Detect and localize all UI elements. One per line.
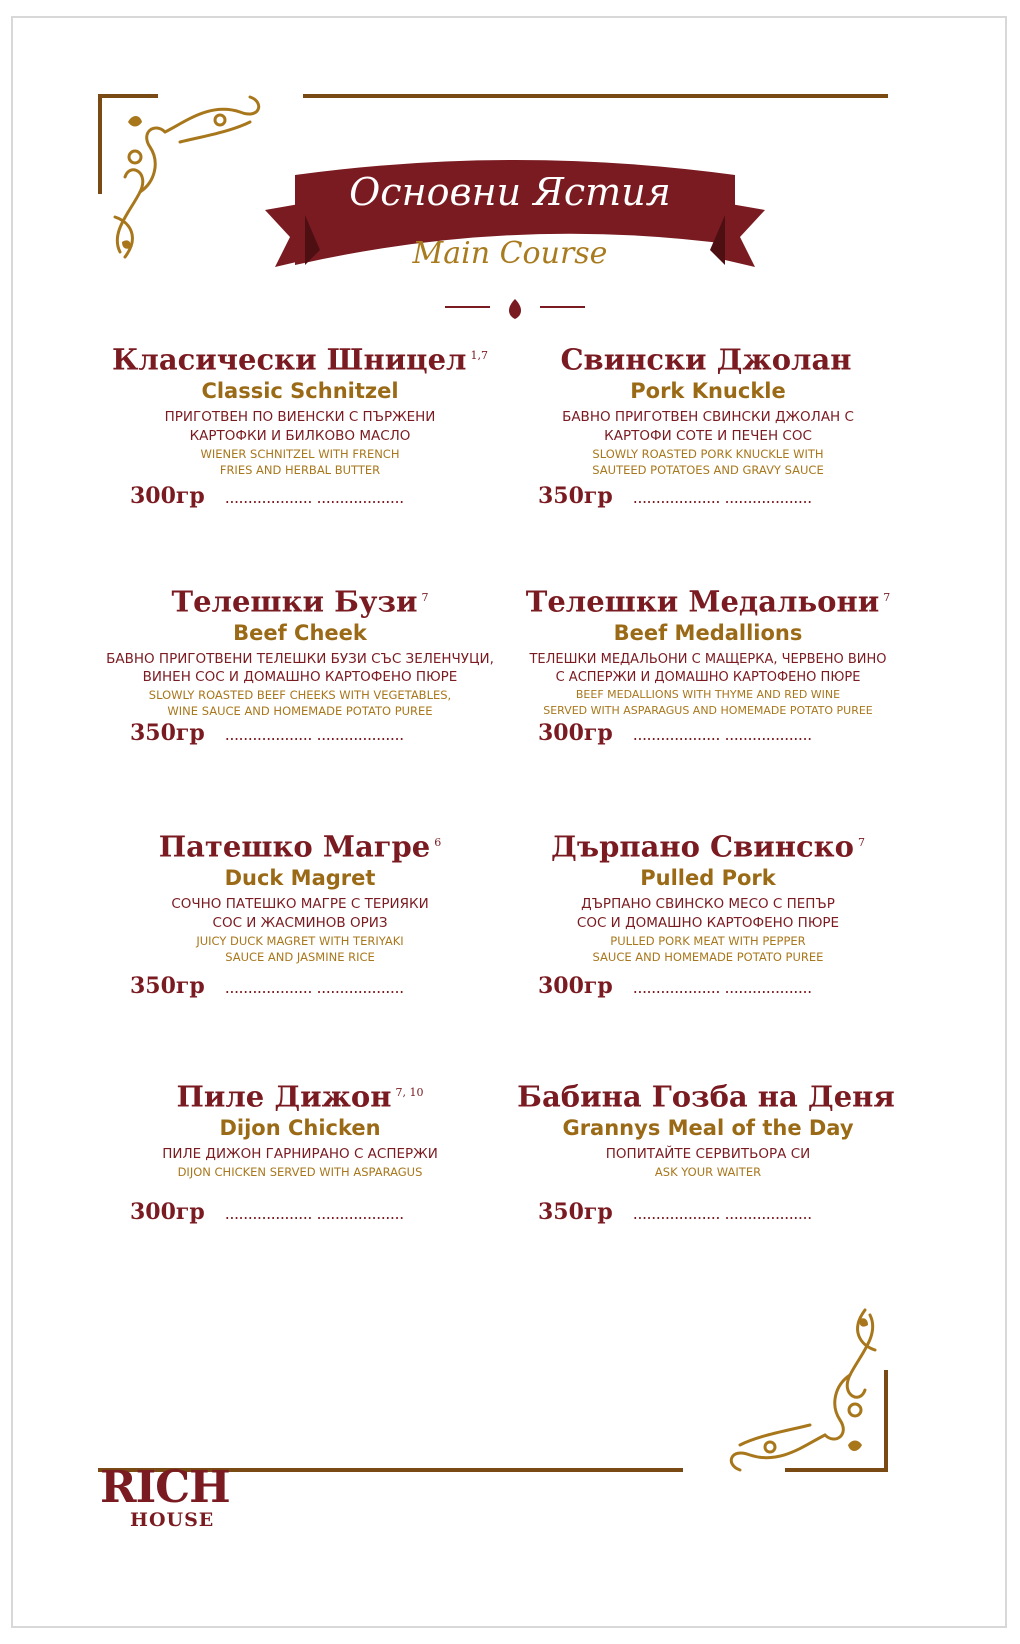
dish-weight: 350гр [130, 720, 205, 746]
dish-desc-bg: ВИНЕН СОС И ДОМАШНО КАРТОФЕНО ПЮРЕ [142, 668, 458, 685]
menu-item [80, 338, 520, 478]
dish-weight: 300гр [130, 1199, 205, 1225]
dish-desc-bg: ДЪРПАНО СВИНСКО МЕСО С ПЕПЪР [581, 895, 835, 912]
price-dots: ................... ................... [224, 488, 404, 507]
allergen-codes: 7 [857, 836, 865, 849]
dish-name-bg: Класически Шницел $^{1,7}$ [112, 342, 488, 377]
price-row [538, 973, 812, 999]
dish-desc-bg: С АСПЕРЖИ И ДОМАШНО КАРТОФЕНО ПЮРЕ [555, 669, 861, 685]
dish-desc-en: DIJON CHICKEN SERVED WITH ASPARAGUS [177, 1164, 423, 1179]
price-dots: ................... ................... [224, 725, 404, 744]
dish-name-bg: Патешко Магре $^6$ [158, 829, 442, 864]
dish-weight: 300гр [130, 483, 205, 509]
dish-name-en: Grannys Meal of the Day [562, 1115, 854, 1140]
price-row [538, 483, 812, 509]
leaf-divider-icon [445, 297, 585, 321]
dish-desc-bg: КАРТОФИ СОТЕ И ПЕЧЕН СОС [604, 427, 812, 444]
allergen-codes: 7 [883, 591, 891, 604]
dish-desc-en: JUICY DUCK MAGRET WITH TERIYAKI [196, 933, 404, 948]
menu-item [80, 825, 520, 965]
dish-desc-bg: ПРИГОТВЕН ПО ВИЕНСКИ С ПЪРЖЕНИ [164, 408, 436, 425]
dish-desc-bg: ТЕЛЕШКИ МЕДАЛЬОНИ С МАЩЕРКА, ЧЕРВЕНО ВИНО [529, 651, 887, 667]
price-row [130, 1199, 404, 1225]
dish-name-en: Duck Magret [224, 865, 376, 890]
dish-desc-en: WINE SAUCE AND HOMEMADE POTATO PUREE [167, 703, 433, 718]
page-title-bg: Основни Ястия [349, 170, 671, 214]
top-rule [303, 94, 888, 98]
dish-desc-en: SLOWLY ROASTED BEEF CHEEKS WITH VEGETABLES, [148, 687, 452, 702]
price-row [538, 1199, 812, 1225]
menu-item [80, 1075, 520, 1180]
allergen-codes: 6 [434, 836, 442, 849]
dish-weight: 350гр [538, 1199, 613, 1225]
dish-desc-bg: СОЧНО ПАТЕШКО МАГРЕ С ТЕРИЯКИ [171, 895, 429, 912]
page-title-en: Main Course [412, 236, 608, 271]
dish-desc-bg: ПИЛЕ ДИЖОН ГАРНИРАНО С АСПЕРЖИ [162, 1145, 438, 1162]
dish-desc-en: SAUCE AND HOMEMADE POTATO PUREE [592, 949, 824, 964]
price-dots: ................... ................... [224, 978, 404, 997]
dish-name-en: Classic Schnitzel [201, 378, 399, 403]
dish-desc-en: PULLED PORK MEAT WITH PEPPER [610, 933, 806, 948]
allergen-codes: 7 [421, 591, 429, 604]
dish-name-en: Dijon Chicken [219, 1115, 381, 1140]
dish-desc-en: WIENER SCHNITZEL WITH FRENCH [200, 446, 400, 461]
bottom-right-flourish-icon [710, 1295, 890, 1475]
dish-desc-bg: СОС И ЖАСМИНОВ ОРИЗ [212, 914, 388, 931]
price-row [130, 720, 404, 746]
dish-name-bg: Дърпано Свинско $^7$ [551, 829, 865, 864]
dish-name-bg: Бабина Гозба на Деня [517, 1079, 895, 1114]
dish-desc-en: BEEF MEDALLIONS WITH THYME AND RED WINE [575, 687, 841, 701]
menu-item [488, 338, 928, 478]
rich-house-logo [100, 1462, 230, 1531]
dish-weight: 350гр [538, 483, 613, 509]
allergen-codes: 1,7 [470, 349, 488, 362]
price-dots: ................... ................... [632, 488, 812, 507]
price-dots: ................... ................... [224, 1204, 404, 1223]
dish-name-en: Pulled Pork [640, 865, 776, 890]
price-dots: ................... ................... [632, 1204, 812, 1223]
price-row [538, 720, 812, 746]
price-row [130, 973, 404, 999]
price-row [130, 483, 404, 509]
dish-desc-bg: КАРТОФКИ И БИЛКОВО МАСЛО [189, 427, 411, 444]
dish-name-en: Pork Knuckle [630, 378, 786, 403]
dish-name-bg: Телешки Бузи $^7$ [171, 584, 429, 619]
menu-item [500, 580, 916, 719]
logo-line-2: HOUSE [130, 1509, 215, 1531]
dish-weight: 350гр [130, 973, 205, 999]
dish-desc-en: SLOWLY ROASTED PORK KNUCKLE WITH [592, 446, 824, 461]
menu-item [488, 825, 928, 965]
price-dots: ................... ................... [632, 978, 812, 997]
price-dots: ................... ................... [632, 725, 812, 744]
dish-desc-en: FRIES AND HERBAL BUTTER [219, 462, 381, 477]
dish-desc-bg: СОС И ДОМАШНО КАРТОФЕНО ПЮРЕ [576, 914, 840, 931]
dish-desc-en: SAUTEED POTATOES AND GRAVY SAUCE [592, 462, 824, 477]
dish-name-bg: Телешки Медальони $^7$ [525, 584, 891, 619]
bottom-right-corner-rule-h [785, 1468, 888, 1472]
dish-desc-en: SERVED WITH ASPARAGUS AND HOMEMADE POTATO PUREE [543, 703, 873, 717]
dish-weight: 300гр [538, 720, 613, 746]
dish-name-en: Beef Medallions [613, 620, 803, 645]
dish-desc-bg: БАВНО ПРИГОТВЕН СВИНСКИ ДЖОЛАН С [562, 408, 854, 425]
logo-line-1: RICH [100, 1462, 230, 1513]
dish-desc-bg: ПОПИТАЙТЕ СЕРВИТЬОРА СИ [605, 1145, 811, 1162]
dish-name-bg: Пиле Дижон $^{7, 10}$ [176, 1079, 424, 1114]
menu-item [488, 1075, 928, 1180]
dish-desc-en: ASK YOUR WAITER [654, 1164, 762, 1179]
dish-name-bg: Свински Джолан [560, 342, 852, 377]
dish-name-en: Beef Cheek [233, 620, 367, 645]
menu-item [68, 580, 532, 719]
dish-desc-en: SAUCE AND JASMINE RICE [225, 949, 375, 964]
allergen-codes: 7, 10 [395, 1086, 424, 1099]
bottom-right-corner-rule-v [884, 1370, 888, 1472]
dish-weight: 300гр [538, 973, 613, 999]
dish-desc-bg: БАВНО ПРИГОТВЕНИ ТЕЛЕШКИ БУЗИ СЪС ЗЕЛЕНЧУЦИ, [106, 650, 494, 667]
